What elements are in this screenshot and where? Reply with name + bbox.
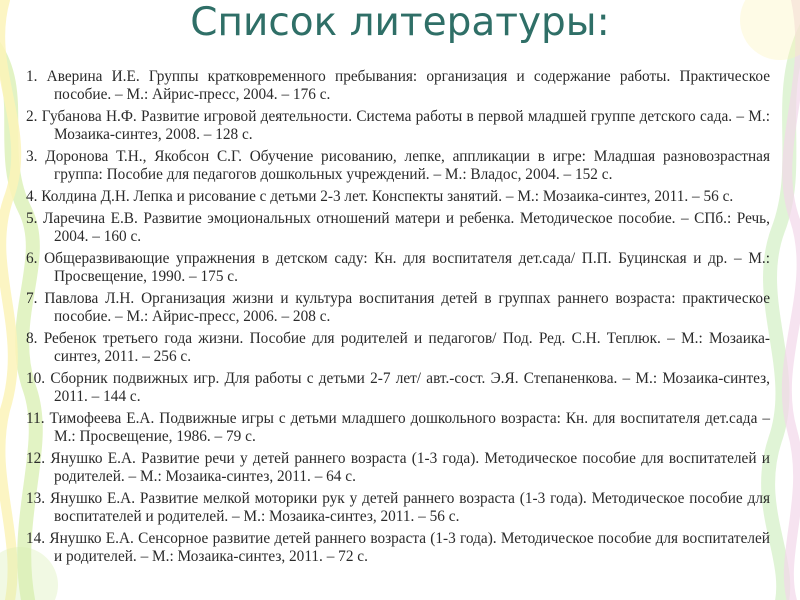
reference-list [26,68,770,570]
reference-item: 14. Янушко Е.А. Сенсорное развитие детей раннего возраста (1-3 года). Методическое пособие для воспитателей и родителей. – М.: Мозаика-синтез, 2011. – 72 с. [26,530,770,565]
reference-item: 3. Доронова Т.Н., Якобсон С.Г. Обучение рисованию, лепке, аппликации в игре: Младшая разновозрастная группа: Пособие для педагогов дошкольных учреждений. – М.: Владос, 2004. – 152 с. [26,148,770,183]
right-ribbon-decoration [768,0,800,600]
reference-item: 2. Губанова Н.Ф. Развитие игровой деятельности. Система работы в первой младшей группе детского сада. – М.: Мозаика-синтез, 2008. – 128 с. [26,108,770,143]
reference-item: 13. Янушко Е.А. Развитие мелкой моторики рук у детей раннего возраста (1-3 года). Методическое пособие для воспитателей и родителей. – М.: Мозаика-синтез, 2011. – 56 с. [26,490,770,525]
reference-item: 7. Павлова Л.Н. Организация жизни и культура воспитания детей в группах раннего возраста: практическое пособие. – М.: Айрис-пресс, 2006. – 208 с. [26,290,770,325]
reference-item: 12. Янушко Е.А. Развитие речи у детей раннего возраста (1-3 года). Методическое пособие для воспитателей и родителей. – М.: Мозаика-синтез, 2011. – 64 с. [26,450,770,485]
slide-title: Список литературы: [190,0,610,45]
reference-item: 4. Колдина Д.Н. Лепка и рисование с детьми 2-3 лет. Конспекты занятий. – М.: Мозаика-синтез, 2011. – 56 с. [26,188,734,205]
reference-item: 1. Аверина И.Е. Группы кратковременного пребывания: организация и содержание работы. Практическое пособие. – М.: Айрис-пресс, 2004. – 176 с. [26,68,770,103]
reference-item: 10. Сборник подвижных игр. Для работы с детьми 2-7 лет/ авт.-сост. Э.Я. Степаненкова. – М.: Мозаика-синтез, 2011. – 144 с. [26,370,770,405]
reference-item: 11. Тимофеева Е.А. Подвижные игры с детьми младшего дошкольного возраста: Кн. для воспитателя дет.сада – М.: Просвещение, 1986. – 79 с. [26,410,770,445]
reference-item: 8. Ребенок третьего года жизни. Пособие для родителей и педагогов/ Под. Ред. С.Н. Теплюк. – М.: Мозаика-синтез, 2011. – 256 с. [26,330,770,365]
reference-item: 5. Ларечина Е.В. Развитие эмоциональных отношений матери и ребенка. Методическое пособие. – СПб.: Речь, 2004. – 160 с. [26,210,770,245]
reference-item: 6. Общеразвивающие упражнения в детском саду: Кн. для воспитателя дет.сада/ П.П. Буцинская и др. – М.: Просвещение, 1990. – 175 с. [26,250,770,285]
